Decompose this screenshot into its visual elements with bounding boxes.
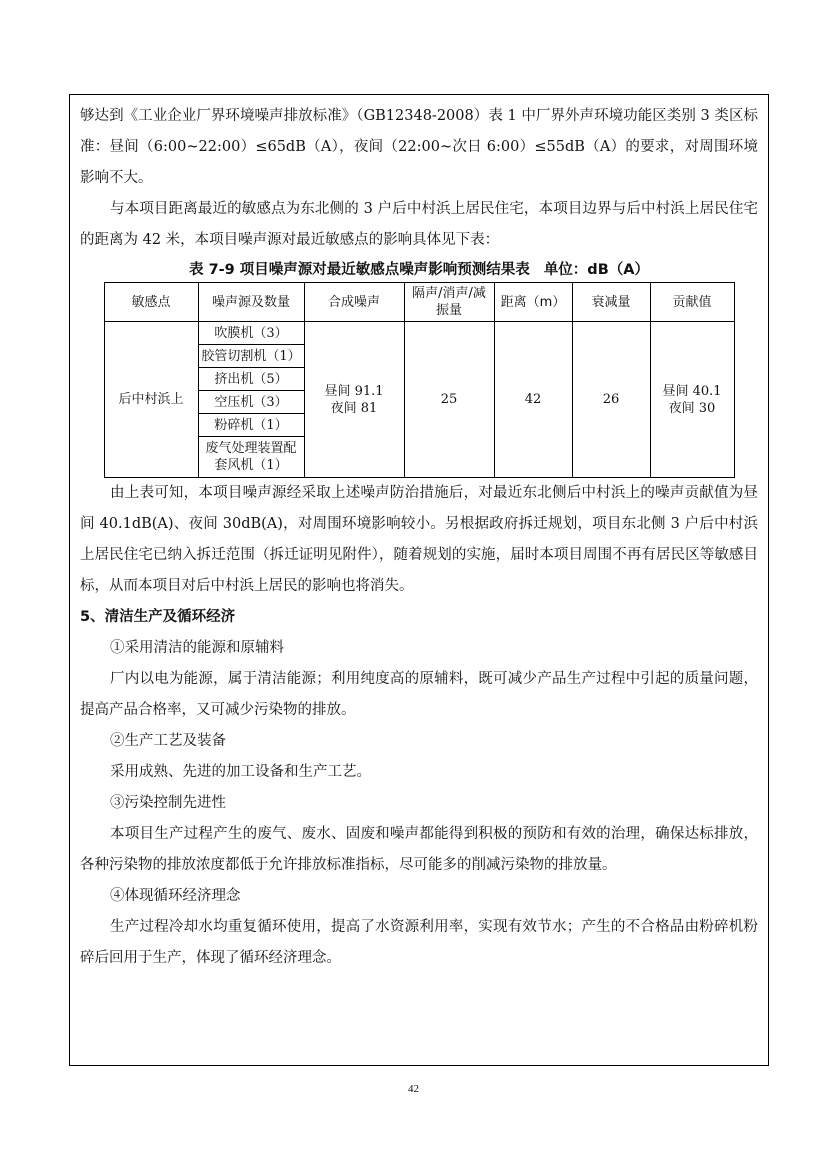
header-reduction: 隔声/消声/减振量 [404, 283, 494, 322]
paragraph-conclusion: 由上表可知，本项目噪声源经采取上述噪声防治措施后，对最近东北侧后中村浜上的噪声贡献值为昼间 40.1dB(A)、夜间 30dB(A)，对周围环境影响较小。另根据政府拆迁规划，项目东北侧 3 户后中村浜上居民住宅已纳入拆迁范围（拆迁证明见附件），随着规划的实施，届时本项目周围不再有居民区等敏感目标，从而本项目对后中村浜上居民的影响也将消失。 [80, 485, 758, 594]
paragraph-sensitive-point: 与本项目距离最近的敏感点为东北侧的 3 户后中村浜上居民住宅，本项目边界与后中村浜上居民住宅的距离为 42 米，本项目噪声源对最近敏感点的影响具体见下表： [80, 201, 758, 248]
page-number: 42 [408, 1083, 419, 1095]
page-content [80, 101, 758, 974]
cell-distance: 42 [494, 322, 572, 478]
combined-noise-day: 昼间 91.1 [324, 383, 384, 399]
header-attenuation: 衰减量 [572, 283, 650, 322]
contribution-day: 昼间 40.1 [662, 383, 722, 399]
cell-source: 废气处理装置配套风机（1） [198, 437, 304, 478]
item-title: ③污染控制先进性 [110, 795, 226, 811]
cell-reduction: 25 [404, 322, 494, 478]
header-sensitive-point: 敏感点 [104, 283, 198, 322]
table-header-row [104, 283, 734, 322]
header-contribution: 贡献值 [650, 283, 734, 322]
combined-noise-night: 夜间 81 [330, 400, 378, 416]
contribution-night: 夜间 30 [668, 400, 716, 416]
cell-combined-noise [304, 322, 404, 478]
header-distance: 距离（m） [494, 283, 572, 322]
item-title: ④体现循环经济理念 [110, 888, 241, 904]
item-text: 本项目生产过程产生的废气、废水、固废和噪声都能得到积极的预防和有效的治理，确保达标排放，各种污染物的排放浓度都低于允许排放标准指标，尽可能多的削减污染物的排放量。 [80, 826, 758, 873]
noise-impact-table [104, 282, 735, 478]
item-text: 厂内以电为能源，属于清洁能源；利用纯度高的原辅料，既可减少产品生产过程中引起的质量问题，提高产品合格率，又可减少污染物的排放。 [80, 671, 758, 718]
item-text: 生产过程冷却水均重复循环使用，提高了水资源利用率，实现有效节水；产生的不合格品由粉碎机粉碎后回用于生产，体现了循环经济理念。 [80, 919, 758, 966]
item-text: 采用成熟、先进的加工设备和生产工艺。 [110, 764, 371, 780]
section-heading: 5、清洁生产及循环经济 [80, 609, 236, 625]
table-caption-unit: 单位：dB（A） [543, 262, 649, 278]
table-caption-title: 表 7-9 项目噪声源对最近敏感点噪声影响预测结果表 [189, 262, 530, 278]
cell-sensitive-point: 后中村浜上 [104, 322, 198, 478]
item-title: ②生产工艺及装备 [110, 733, 226, 749]
cell-source: 空压机（3） [198, 391, 304, 414]
header-combined-noise: 合成噪声 [304, 283, 404, 322]
cell-source: 粉碎机（1） [198, 414, 304, 437]
cell-attenuation: 26 [572, 322, 650, 478]
cell-source: 挤出机（5） [198, 368, 304, 391]
item-title: ①采用清洁的能源和原辅料 [110, 640, 284, 656]
cell-source: 胶管切割机（1） [198, 345, 304, 368]
table-row [104, 322, 734, 345]
cell-contribution [650, 322, 734, 478]
cell-source: 吹膜机（3） [198, 322, 304, 345]
header-noise-source: 噪声源及数量 [198, 283, 304, 322]
paragraph-standard: 够达到《工业企业厂界环境噪声排放标准》（GB12348-2008）表 1 中厂界外声环境功能区类别 3 类区标准：昼间（6:00~22:00）≤65dB（A），夜间（22:00~次日 6:00）≤55dB（A）的要求，对周围环境影响不大。 [80, 108, 758, 186]
page-frame [69, 94, 769, 1066]
table-caption [80, 258, 758, 282]
